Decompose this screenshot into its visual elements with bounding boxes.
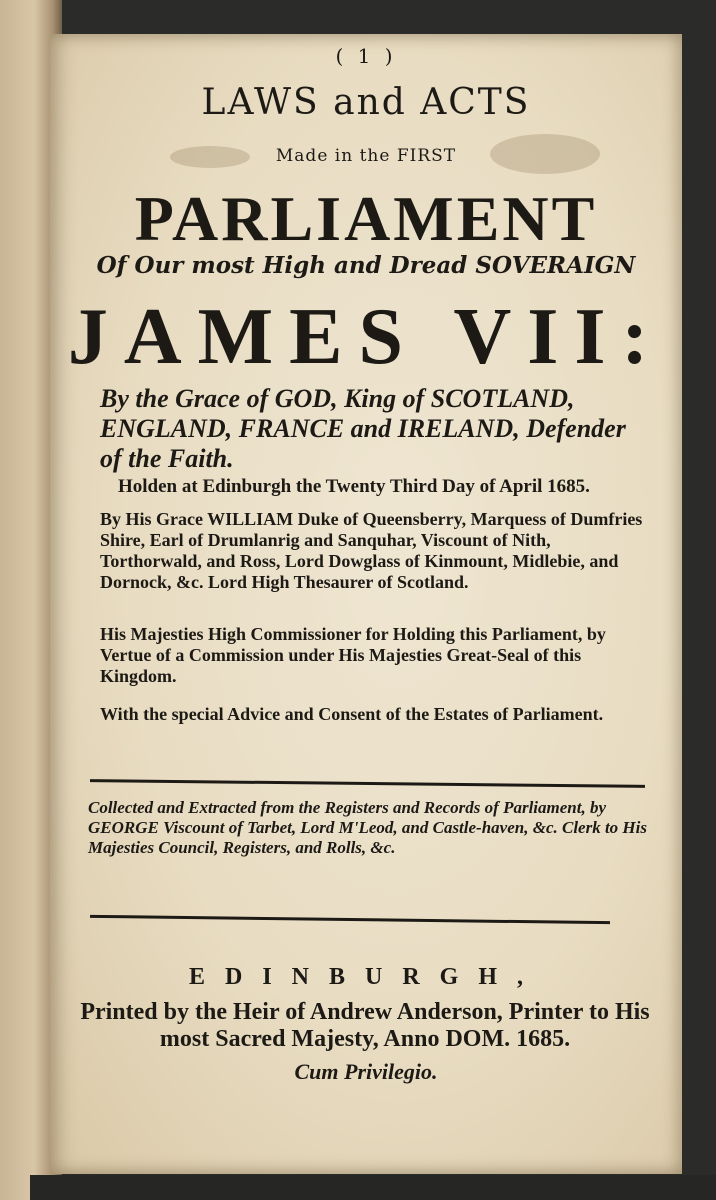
imprint-privilege: Cum Privilegio. xyxy=(294,1059,438,1084)
royal-style-paragraph: By the Grace of GOD, King of SCOTLAND, ENGLAND, FRANCE and IRELAND, Defender of the Faith. xyxy=(100,384,626,473)
holden-date-line: Holden at Edinburgh the Twenty Third Day of April 1685. xyxy=(118,476,590,497)
title-parliament: PARLIAMENT xyxy=(134,183,598,254)
table-surface xyxy=(30,1175,716,1200)
commissioner-name-paragraph: By His Grace WILLIAM Duke of Queensberry, Marquess of Dumfries Shire, Earl of Drumlanrig and Sanquhar, Viscount of Nith, Torthorwald, and Ross, Lord Dowglass of Kinmount, Midlebie, and Dornock, &c. Lord High Thesaurer of Scotland. xyxy=(100,509,643,592)
title-page xyxy=(50,34,682,1174)
page-number: ( 1 ) xyxy=(335,44,397,68)
collected-paragraph: Collected and Extracted from the Registers and Records of Parliament, by GEORGE Viscount of Tarbet, Lord M'Leod, and Castle-haven, &c. Clerk to His Majesties Council, Registers, and Rolls, &c. xyxy=(88,798,647,857)
divider-rule xyxy=(90,779,645,788)
divider-rule xyxy=(90,915,610,924)
imprint-printer: Printed by the Heir of Andrew Anderson, Printer to His most Sacred Majesty, Anno DOM. 1685. xyxy=(80,999,650,1052)
advice-paragraph: With the special Advice and Consent of the Estates of Parliament. xyxy=(100,704,604,724)
imprint-city: EDINBURGH, xyxy=(188,964,544,990)
title-james-vii: JAMES VII: xyxy=(67,293,665,381)
commission-paragraph: His Majesties High Commissioner for Holding this Parliament, by Vertue of a Commission under His Majesties Great-Seal of this Kingdom. xyxy=(100,624,606,686)
title-soveraign: Of Our most High and Dread SOVERAIGN xyxy=(96,252,636,279)
title-laws-and-acts: LAWS and ACTS xyxy=(201,82,531,123)
title-made-in-first: Made in the FIRST xyxy=(275,146,457,166)
